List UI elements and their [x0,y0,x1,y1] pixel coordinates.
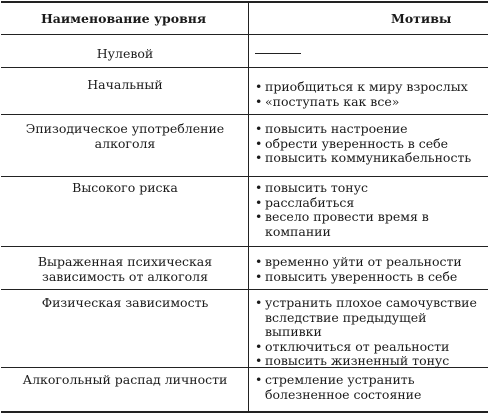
table-bottom-rule [1,411,488,413]
motives-list-psychological [255,255,485,284]
motive-item: • стремление устранить болезненное состояние [255,373,485,402]
level-initial: Начальный [87,77,163,92]
motive-item: • обрести уверенность в себе [255,137,485,152]
motives-list-physical [255,296,485,369]
motives-list-initial [255,80,485,109]
motive-item: • временно уйти от реальности [255,255,485,270]
empty-motives-dash [255,53,301,54]
row-rule [1,246,488,247]
motive-item: • расслабиться [255,196,485,211]
table-top-rule [1,1,488,3]
level-psychological-dependence: Выраженная психическая зависимость от алкоголя [37,254,213,284]
row-rule [1,67,488,68]
column-divider [248,1,249,413]
level-personality-decay: Алкогольный распад личности [22,372,228,387]
motive-item: • повысить настроение [255,122,485,137]
motive-item: • повысить тонус [255,181,485,196]
header-rule [1,34,488,35]
motives-list-episodic [255,122,485,166]
level-episodic: Эпизодическое употребление алкоголя [25,121,225,151]
motive-item: • приобщиться к миру взрослых [255,80,485,95]
motives-list-decay [255,373,485,402]
motive-item: • устранить плохое самочувствие вследствие предыдущей выпивки [255,296,485,340]
row-rule [1,114,488,115]
row-rule [1,176,488,177]
motive-item: • «поступать как все» [255,95,485,110]
motive-item: • весело провести время в компании [255,210,485,239]
column-header-motives: Мотивы [391,11,452,26]
level-zero: Нулевой [96,46,154,61]
motive-item: • повысить коммуникабельность [255,151,485,166]
motive-item: • отключиться от реальности [255,340,485,355]
alcohol-motives-table [1,1,488,413]
motive-item: • повысить жизненный тонус [255,354,485,369]
column-header-level: Наименование уровня [41,11,207,26]
motive-item: • повысить уверенность в себе [255,270,485,285]
row-rule [1,289,488,290]
motives-list-high-risk [255,181,485,239]
level-physical-dependence: Физическая зависимость [41,295,209,310]
level-high-risk: Высокого риска [72,180,178,195]
